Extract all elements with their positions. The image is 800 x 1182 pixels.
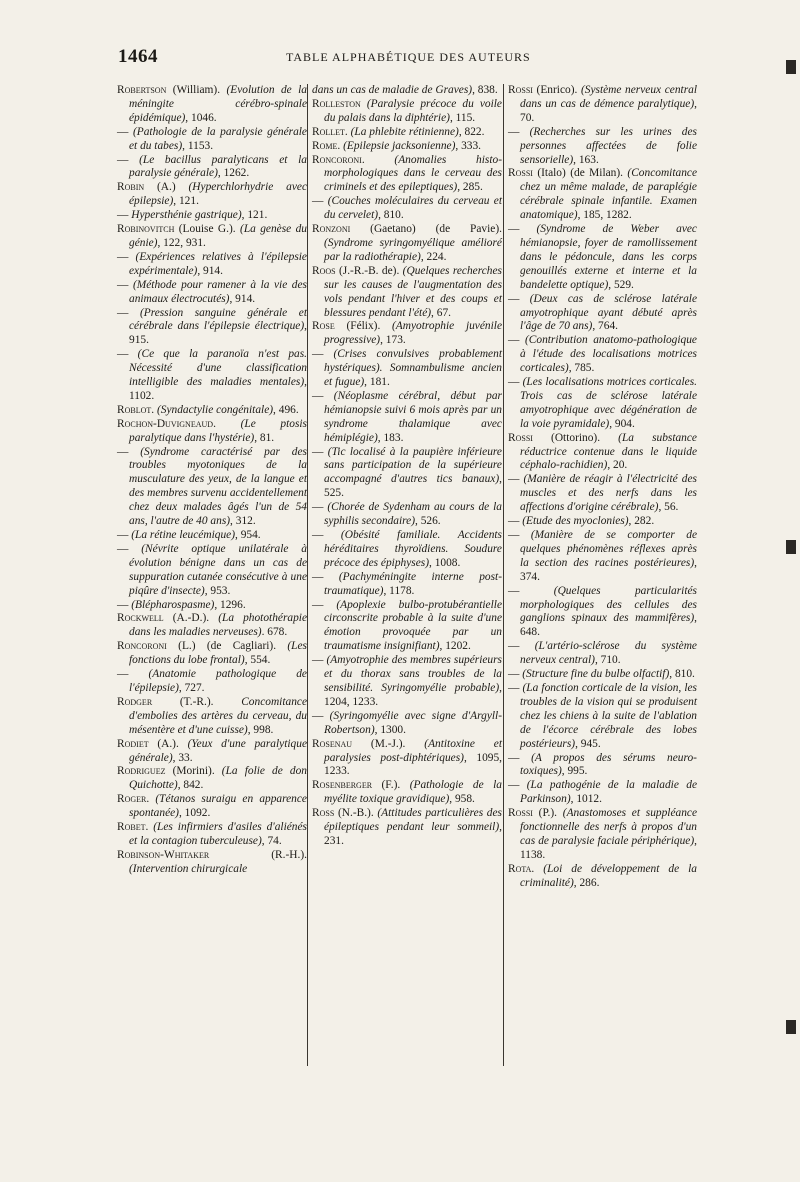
index-entry bbox=[117, 793, 307, 821]
page-ref: , 810. bbox=[669, 668, 695, 681]
work-title: (Syringomyélie avec signe d'Argyll-Robertson) bbox=[324, 709, 502, 736]
author-detail: — bbox=[117, 209, 132, 222]
page-ref: , 727. bbox=[178, 681, 205, 694]
page-ref: , 163. bbox=[573, 153, 599, 166]
author-detail: — bbox=[312, 654, 327, 667]
index-entry bbox=[117, 126, 307, 154]
author-detail: — bbox=[508, 292, 530, 305]
index-column-2 bbox=[312, 84, 502, 849]
work-title: (Amyotrophie des membres supérieurs et du thorax sans troubles de la sensibilité. Syringomyélie probable) bbox=[324, 654, 502, 694]
index-entry bbox=[117, 543, 307, 599]
index-entry bbox=[508, 167, 697, 223]
page-ref: , 526. bbox=[415, 515, 441, 528]
index-entry bbox=[508, 640, 697, 668]
author-detail: — bbox=[312, 570, 339, 583]
page-ref: , 1153. bbox=[182, 139, 214, 152]
index-entry bbox=[117, 84, 307, 126]
page-ref: , 183. bbox=[377, 431, 404, 444]
edge-tab-mark bbox=[786, 540, 796, 554]
author-name: Robertson bbox=[117, 84, 167, 96]
page-header bbox=[118, 46, 698, 70]
work-title: (L'artério-sclérose du système nerveux central) bbox=[520, 640, 697, 667]
index-entry bbox=[508, 682, 697, 752]
author-name: Robin bbox=[117, 181, 145, 194]
index-entry bbox=[312, 195, 502, 223]
work-title: (Syndactylie congénitale) bbox=[156, 403, 274, 416]
author-detail: (M.-J.). bbox=[352, 737, 425, 750]
author-detail: (A.) bbox=[144, 181, 189, 194]
work-title: (Tétanos suraigu en apparence spontanée) bbox=[129, 793, 307, 820]
work-title: (La fonction corticale de la vision, les troubles de la vision qui se produisent chez les chiens à la suite de l'ablation de l'écorce cérébrale des lobes postérieurs) bbox=[520, 681, 697, 750]
page-ref: , 181. bbox=[364, 376, 390, 389]
work-title: (La rétine leucémique) bbox=[131, 529, 235, 541]
edge-tab-mark bbox=[786, 1020, 796, 1034]
work-title: (Etude des myoclonies) bbox=[522, 515, 629, 528]
index-entry bbox=[508, 668, 697, 682]
index-entry bbox=[117, 849, 307, 877]
work-title: (La folie de don Quichotte) bbox=[129, 765, 307, 792]
author-detail: (Félix). bbox=[334, 320, 393, 333]
index-entry bbox=[312, 501, 502, 529]
work-title: (Pachyméningite interne post-traumatique) bbox=[324, 570, 502, 597]
page-ref: , 74. bbox=[261, 834, 282, 847]
author-name: Roger bbox=[117, 793, 147, 806]
page-ref: , 1092. bbox=[178, 807, 211, 820]
author-name: Rochon-Duvigneaud bbox=[117, 417, 214, 430]
index-entry bbox=[508, 585, 697, 641]
author-detail: (A.-D.). bbox=[163, 612, 219, 625]
author-detail: (N.-B.). bbox=[334, 807, 378, 820]
index-entry bbox=[117, 181, 307, 209]
page-ref: , 286. bbox=[573, 876, 600, 889]
author-detail: — bbox=[508, 515, 523, 528]
page-ref: , 224. bbox=[420, 250, 447, 263]
edge-tab-mark bbox=[786, 60, 796, 74]
author-name: Ronzoni bbox=[312, 223, 351, 236]
work-title: (Chorée de Sydenham au cours de la syphilis secondaire) bbox=[324, 501, 502, 528]
page-ref: , 1008. bbox=[429, 556, 461, 569]
index-entry bbox=[117, 223, 307, 251]
author-detail: — bbox=[508, 640, 535, 653]
page-ref: , 496. bbox=[273, 403, 299, 416]
index-entry bbox=[508, 515, 697, 529]
index-entry bbox=[312, 348, 502, 390]
index-entry bbox=[117, 738, 307, 766]
page-ref: , 20. bbox=[607, 459, 628, 472]
page-ref: , 33. bbox=[172, 751, 193, 764]
page-ref: , 67. bbox=[431, 306, 451, 319]
index-entry bbox=[312, 710, 502, 738]
work-title: (Structure fine du bulbe olfactif) bbox=[522, 668, 670, 681]
author-detail: — bbox=[117, 250, 136, 263]
index-entry bbox=[117, 668, 307, 696]
author-detail: . bbox=[337, 139, 344, 152]
author-detail: — bbox=[312, 389, 334, 402]
page-ref: , 1046. bbox=[185, 111, 217, 124]
author-detail: — bbox=[312, 501, 328, 514]
author-detail: — bbox=[312, 348, 334, 361]
author-name: Roncoroni bbox=[312, 153, 362, 166]
index-entry bbox=[508, 807, 697, 863]
author-detail: — bbox=[117, 278, 133, 291]
index-entry bbox=[508, 334, 697, 376]
work-title: (Les fonctions du lobe frontal) bbox=[129, 640, 307, 667]
page-ref: , 998. bbox=[247, 723, 274, 736]
work-title: (Obésité familiale. Accidents héréditaires thyroïdiens. Soudure précoce des épiphyses) bbox=[324, 529, 502, 569]
work-title: (Les localisations motrices corticales. Trois cas de sclérose latérale amyotrophique avec dégénération de la voie pyramidale) bbox=[520, 376, 697, 430]
author-detail: — bbox=[117, 598, 132, 611]
author-detail: . bbox=[344, 125, 351, 138]
work-title: dans un cas de maladie de Graves) bbox=[312, 84, 473, 96]
author-detail: — bbox=[312, 598, 337, 611]
page-ref: , 1262. bbox=[217, 167, 250, 180]
page-ref: , 56. bbox=[658, 501, 679, 514]
author-name: Rossi bbox=[508, 167, 533, 180]
page-ref: , 1202. bbox=[439, 640, 471, 653]
index-entry bbox=[312, 779, 502, 807]
author-detail: (Louise G.). bbox=[174, 223, 241, 236]
work-title: (Deux cas de sclérose latérale amyotrophique ayant débuté après l'âge de 70 ans) bbox=[520, 292, 697, 333]
page-ref: , 115. bbox=[449, 111, 476, 124]
work-title: (Blépharospasme) bbox=[131, 598, 215, 611]
work-title: (Loi de développement de la criminalité) bbox=[520, 862, 697, 889]
work-title: (Manière de réagir à l'électricité des muscles et des nerfs dans les affections d'origine cérébrale) bbox=[520, 473, 697, 514]
page-ref: , 121. bbox=[241, 209, 268, 222]
column-divider bbox=[503, 84, 504, 1066]
author-detail: (A.). bbox=[148, 737, 188, 750]
page-ref: , 904. bbox=[609, 417, 635, 430]
page-ref: , 764. bbox=[592, 320, 618, 333]
author-detail: — bbox=[312, 529, 341, 541]
work-title: (Pathologie de la myélite toxique gravidique) bbox=[324, 779, 502, 806]
index-entry bbox=[312, 390, 502, 446]
work-title: (Evolution de la méningite cérébro-spinale épidémique) bbox=[129, 84, 308, 124]
work-title: (Les infirmiers d'asiles d'aliénés et la contagion tuberculeuse) bbox=[129, 821, 307, 847]
page-ref: , 121. bbox=[173, 195, 199, 208]
index-entry bbox=[508, 529, 697, 585]
work-title: (Paralysie précoce du voile du palais dans la diphtérie) bbox=[324, 97, 502, 124]
index-entry bbox=[117, 599, 307, 613]
author-name: Rodger bbox=[117, 695, 153, 708]
work-title: (Concomitance chez un même malade, de paraplégie cérébrale spinale infantile. Examen anatomique) bbox=[520, 167, 697, 222]
page-ref: , 525. bbox=[324, 473, 502, 500]
index-entry bbox=[312, 738, 502, 780]
work-title: (La substance réductrice contenue dans le liquide céphalo-rachidien) bbox=[520, 431, 697, 472]
work-title: (Névrite optique unilatérale à évolution bénigne dans un cas de suppuration cutanée consécutive à une piqûre d'insecte) bbox=[129, 542, 307, 597]
page-ref: , 1296. bbox=[214, 598, 246, 611]
work-title: (Quelques particularités morphologiques des cellules des ganglions spinaux des mammifères) bbox=[520, 584, 697, 625]
author-detail: (Italo) (de Milan). bbox=[532, 167, 628, 180]
author-detail: — bbox=[117, 125, 133, 138]
index-entry bbox=[508, 863, 697, 891]
author-detail: — bbox=[312, 709, 330, 722]
work-title: (Recherches sur les urines des personnes affectées de folie sensorielle) bbox=[520, 125, 697, 166]
author-name: Rockwell bbox=[117, 612, 164, 625]
author-name: Robet bbox=[117, 821, 146, 834]
index-entry bbox=[508, 376, 697, 432]
index-entry bbox=[312, 154, 502, 196]
index-entry bbox=[312, 446, 502, 502]
index-entry bbox=[508, 223, 697, 293]
page-ref: . 678. bbox=[261, 626, 288, 639]
index-entry bbox=[312, 571, 502, 599]
page-ref: , 1012. bbox=[570, 793, 602, 806]
author-name: Rota bbox=[508, 862, 532, 875]
work-title: (La pathogénie de la maladie de Parkinson) bbox=[520, 779, 697, 806]
index-entry bbox=[117, 418, 307, 446]
page-ref: , 838. bbox=[472, 84, 498, 96]
page-ref: , 1102. bbox=[129, 376, 307, 402]
author-detail: — bbox=[508, 473, 524, 486]
author-detail: . bbox=[145, 821, 154, 834]
work-title: (Manière de se comporter de quelques phénomènes réflexes après la section des racines postérieures) bbox=[520, 529, 697, 569]
work-title: (Anastomoses et suppléance fonctionnelle des nerfs à propos d'un cas de paralysie faciale périphérique) bbox=[520, 807, 697, 847]
work-title: (Apoplexie bulbo-protubérantielle circonscrite probable à la suite d'une émotion provoquée par un traumatisme insignifiant) bbox=[324, 598, 502, 653]
author-detail: — bbox=[117, 306, 140, 319]
author-detail: (Morini). bbox=[165, 765, 222, 778]
index-entry bbox=[312, 126, 502, 140]
work-title: (Pathologie de la paralysie générale et du tabes) bbox=[129, 125, 307, 152]
page-ref: , 529. bbox=[608, 278, 634, 291]
author-name: Rosenberger bbox=[312, 779, 373, 792]
author-detail: . bbox=[361, 153, 395, 166]
author-name: Rossi bbox=[508, 431, 533, 444]
index-entry bbox=[117, 307, 307, 349]
index-entry bbox=[117, 612, 307, 640]
work-title: (Anatomie pathologique de l'épilepsie) bbox=[129, 668, 307, 694]
author-name: Rolleston bbox=[312, 97, 361, 110]
author-detail: (F.). bbox=[372, 779, 410, 792]
page-ref: , 914. bbox=[229, 292, 256, 305]
author-detail: (P.). bbox=[532, 807, 563, 820]
page-ref: , 173. bbox=[380, 334, 406, 347]
index-entry bbox=[312, 98, 502, 126]
author-name: Rosenau bbox=[312, 737, 353, 750]
work-title: (Yeux d'une paralytique générale) bbox=[129, 737, 307, 764]
index-entry bbox=[117, 348, 307, 404]
author-detail: — bbox=[117, 529, 132, 541]
index-entry bbox=[117, 209, 307, 223]
index-entry bbox=[117, 765, 307, 793]
page-ref: , 374. bbox=[520, 556, 697, 583]
work-title: (La phlebite rétinienne) bbox=[350, 125, 459, 138]
author-detail: (L.) (de Cagliari). bbox=[166, 640, 288, 653]
work-title: (Pression sanguine générale et cérébrale dans l'épilepsie électrique) bbox=[129, 306, 307, 333]
index-entry bbox=[117, 529, 307, 543]
page-ref: , 231. bbox=[324, 821, 502, 847]
page-ref: , 785. bbox=[568, 362, 595, 375]
page-ref: , 648. bbox=[520, 612, 697, 639]
index-entry bbox=[508, 84, 697, 126]
author-detail: — bbox=[508, 751, 532, 764]
page-ref: , 958. bbox=[449, 793, 475, 806]
work-title: Hypersthénie gastrique) bbox=[131, 209, 242, 222]
author-detail: — bbox=[508, 334, 525, 347]
index-entry bbox=[508, 293, 697, 335]
work-title: (Expériences relatives à l'épilepsie expérimentale) bbox=[129, 250, 307, 277]
work-title: (Syndrome caractérisé par des troubles myotoniques de la musculature des yeux, de la langue et des membres survenu accidentellement chez deux malades âgés l'un de 54 ans, l'autre de 40 ans) bbox=[129, 445, 307, 528]
page-ref: , 282. bbox=[628, 515, 655, 528]
author-detail: — bbox=[508, 681, 523, 694]
page-ref: , 822. bbox=[458, 125, 485, 138]
author-detail: (J.-R.-B. de). bbox=[335, 264, 403, 277]
page-ref: , 995. bbox=[561, 765, 588, 778]
page-ref: , 810. bbox=[378, 209, 404, 222]
author-name: Robinson-Whitaker bbox=[117, 848, 210, 861]
author-detail: (William). bbox=[166, 84, 227, 96]
page-ref: , 842. bbox=[177, 779, 204, 792]
page-ref: , 1138. bbox=[520, 834, 697, 861]
author-name: Rodriguez bbox=[117, 765, 166, 778]
work-title: (Couches moléculaires du cerveau et du cervelet) bbox=[324, 195, 502, 222]
work-title: (Amyotrophie juvénile progressive) bbox=[324, 320, 502, 347]
author-name: Robinovitch bbox=[117, 223, 175, 236]
work-title: (Intervention chirurgicale bbox=[129, 862, 248, 875]
column-divider bbox=[307, 84, 308, 1066]
page-ref: , 945. bbox=[575, 737, 601, 750]
index-entry bbox=[312, 529, 502, 571]
work-title: (Syndrome de Weber avec hémianopsie, foyer de ramollissement dans le pédoncule, dans les corps genouillés externe et interne et la bandelette optique) bbox=[520, 223, 697, 291]
index-entry bbox=[312, 654, 502, 710]
author-detail: (Ottorino). bbox=[532, 431, 619, 444]
author-name: Ross bbox=[312, 807, 335, 820]
work-title: (Ce que la paranoïa n'est pas. Nécessité d'une classification intelligible des maladies mentales) bbox=[129, 348, 307, 389]
work-title: (Le bacillus paralyticans et la paralysie générale) bbox=[129, 153, 307, 180]
author-name: Rome bbox=[312, 139, 338, 152]
index-entry bbox=[117, 404, 307, 418]
work-title: (Méthode pour ramener à la vie des animaux électrocutés) bbox=[129, 278, 307, 305]
page-ref: , 554. bbox=[244, 654, 271, 667]
author-detail: — bbox=[312, 445, 328, 458]
page-ref: , 1095, 1233. bbox=[324, 751, 502, 778]
index-entry bbox=[312, 223, 502, 265]
page-ref: , 81. bbox=[254, 431, 275, 444]
work-title: (Système nerveux central dans un cas de démence paralytique) bbox=[520, 84, 697, 110]
page-ref: , 1178. bbox=[383, 584, 415, 597]
author-name: Roblot bbox=[117, 403, 152, 416]
work-title: (Contribution anatomo-pathologique à l'étude des localisations motrices corticales) bbox=[520, 334, 697, 375]
author-name: Rossi bbox=[508, 84, 533, 96]
work-title: (Syndrome syringomyélique amélioré par la radiothérapie) bbox=[324, 236, 502, 263]
running-title: TABLE ALPHABÉTIQUE DES AUTEURS bbox=[286, 50, 531, 64]
author-detail: — bbox=[117, 348, 138, 361]
author-name: Rollet bbox=[312, 125, 345, 138]
author-name: Rodiet bbox=[117, 737, 149, 750]
work-title: (La genèse du génie) bbox=[129, 223, 307, 249]
author-name: Rose bbox=[312, 320, 335, 333]
index-entry bbox=[312, 320, 502, 348]
work-title: (Néoplasme cérébral, début par hémianopsie suivi 6 mois après par un syndrome thalamique avec hémiplégie) bbox=[324, 389, 502, 444]
work-title: (Tic localisé à la paupière inférieure sans participation de la supérieure accompagné d'autres tics banaux) bbox=[324, 445, 502, 486]
author-detail: — bbox=[508, 779, 527, 792]
work-title: (Antitoxine et paralysies post-diphtériques) bbox=[324, 737, 502, 764]
author-detail: . bbox=[531, 862, 544, 875]
work-title: (Attitudes particulières des épileptiques pendant leur sommeil) bbox=[324, 807, 502, 834]
index-entry bbox=[117, 251, 307, 279]
author-detail: — bbox=[117, 153, 140, 166]
page-ref: , 710. bbox=[594, 654, 621, 667]
index-entry bbox=[508, 126, 697, 168]
author-detail: — bbox=[312, 195, 328, 208]
index-entry bbox=[312, 84, 502, 98]
work-title: (Quelques recherches sur les causes de l'augmentation des vols pendant l'hiver et des coups et blessures pendant l'été) bbox=[324, 264, 502, 319]
index-entry bbox=[312, 807, 502, 849]
index-entry bbox=[312, 599, 502, 655]
work-title: (Anomalies histo-morphologiques dans le cerveau des criminels et des epileptiques) bbox=[324, 153, 502, 194]
page-ref: , 915. bbox=[129, 320, 307, 347]
author-detail: — bbox=[508, 376, 523, 389]
page-ref: , 122, 931. bbox=[157, 236, 206, 249]
index-entry bbox=[117, 279, 307, 307]
author-detail: — bbox=[117, 445, 141, 458]
work-title: (Epilepsie jacksonienne) bbox=[343, 139, 456, 152]
index-entry bbox=[117, 696, 307, 738]
page-ref: , 333. bbox=[455, 139, 482, 152]
author-detail: (R.-H.). bbox=[209, 848, 307, 861]
index-entry bbox=[117, 154, 307, 182]
work-title: (Crises convulsives probablement hystériques). Somnambulisme ancien et fugue) bbox=[324, 348, 502, 389]
index-column-1 bbox=[117, 84, 307, 877]
author-detail: . bbox=[151, 403, 157, 416]
work-title: (Hyperchlorhydrie avec épilepsie) bbox=[129, 181, 307, 208]
work-title: Concomitance d'embolies des artères du cerveau, du mésentère et d'une cuisse) bbox=[129, 695, 307, 736]
page-ref: , 185, 1282. bbox=[577, 209, 632, 222]
index-column-3 bbox=[508, 84, 697, 891]
index-entry bbox=[117, 640, 307, 668]
author-detail: (Enrico). bbox=[532, 84, 581, 96]
author-detail: (T.-R.). bbox=[152, 695, 242, 708]
author-detail: — bbox=[508, 584, 554, 597]
index-entry bbox=[117, 821, 307, 849]
author-detail: (Gaetano) (de Pavie). bbox=[350, 223, 502, 236]
author-detail: . bbox=[146, 793, 156, 806]
author-name: Roncoroni bbox=[117, 640, 167, 653]
index-entry bbox=[508, 432, 697, 474]
page-ref: , 1204, 1233. bbox=[324, 681, 502, 708]
author-name: Rossi bbox=[508, 807, 533, 820]
author-detail: — bbox=[117, 542, 142, 555]
page-number: 1464 bbox=[118, 46, 158, 67]
page-ref: , 914. bbox=[197, 264, 223, 277]
index-entry bbox=[117, 446, 307, 529]
page-ref: , 312. bbox=[230, 515, 256, 528]
index-entry bbox=[508, 752, 697, 780]
author-detail: . bbox=[213, 417, 241, 430]
work-title: (A propos des sérums neuro-toxiques) bbox=[520, 751, 697, 778]
author-detail: — bbox=[508, 668, 523, 681]
page-ref: , 1300. bbox=[374, 723, 406, 736]
author-name: Roos bbox=[312, 264, 336, 277]
author-detail: — bbox=[117, 668, 149, 681]
index-entry bbox=[508, 473, 697, 515]
index-entry bbox=[508, 779, 697, 807]
work-title: (La photothérapie dans les maladies nerveuses) bbox=[129, 612, 307, 639]
author-detail: — bbox=[508, 125, 530, 138]
page-ref: , 70. bbox=[520, 97, 697, 124]
index-entry bbox=[312, 265, 502, 321]
author-detail: — bbox=[508, 529, 531, 541]
page-ref: , 285. bbox=[457, 181, 483, 194]
index-entry bbox=[312, 140, 502, 154]
page-ref: , 954. bbox=[235, 529, 261, 541]
page-ref: , 953. bbox=[204, 584, 231, 597]
author-detail: — bbox=[508, 223, 537, 236]
work-title: (Le ptosis paralytique dans l'hystérie) bbox=[129, 417, 307, 444]
